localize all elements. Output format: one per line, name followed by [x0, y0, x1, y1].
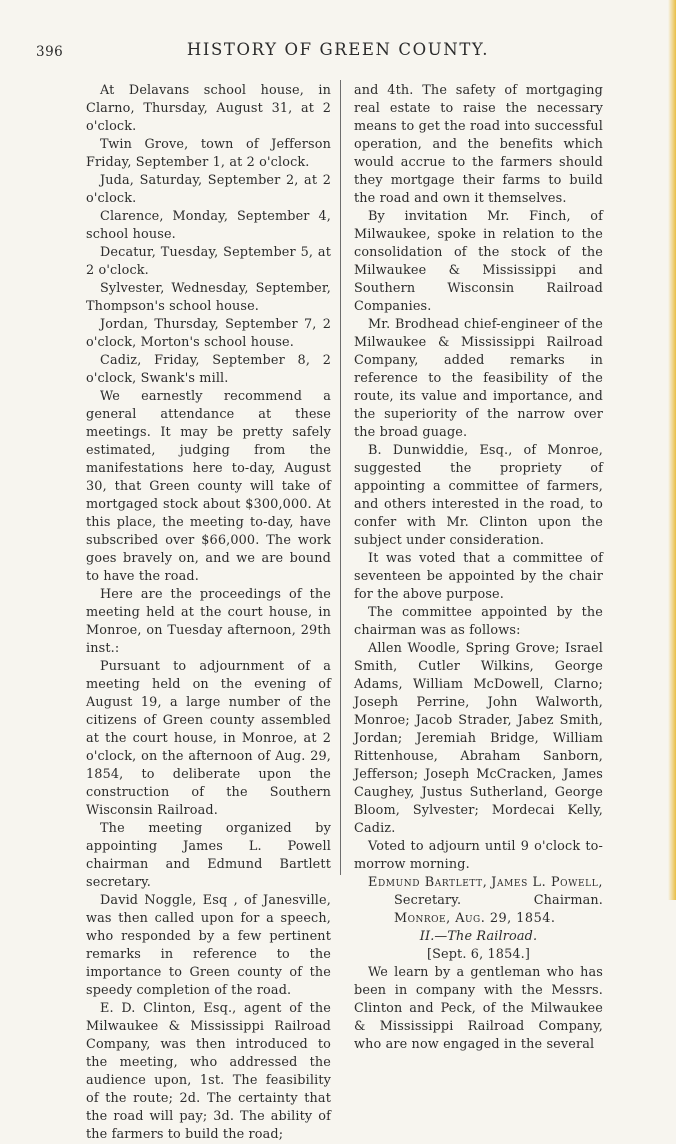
paragraph: Juda, Saturday, September 2, at 2 o'clock. — [86, 173, 331, 206]
paragraph: We earnestly recommend a general attendance at these meetings. It may be pretty safely estimated, judging from the manifestations here to-day, August 30, that Green county will take of mortgaged stock about $300,000. At this place, the meeting to-day, have subscribed over $66,000. The work goes bravely on, and we are bound to have the road. — [86, 389, 331, 584]
section-title: II.—The Railroad. — [419, 929, 538, 944]
paragraph: Voted to adjourn until 9 o'clock to-morrow morning. — [354, 839, 603, 872]
paragraph: Here are the proceedings of the meeting held at the court house, in Monroe, on Tuesday afternoon, 29th inst.: — [86, 587, 331, 656]
paragraph: The meeting organized by appointing James L. Powell chairman and Edmund Bartlett secretary. — [86, 821, 331, 890]
paragraph: Clarence, Monday, September 4, school house. — [86, 209, 331, 242]
paragraph: B. Dunwiddie, Esq., of Monroe, suggested the propriety of appointing a committee of farmers, and others interested in the road, to confer with Mr. Clinton upon the subject under consideration. — [354, 443, 603, 548]
signature-names — [354, 874, 603, 892]
paragraph: and 4th. The safety of mortgaging real estate to raise the necessary means to get the road into successful operation, and the benefits which would accrue to the farmers should they mortgage their farms to build the road and own it themselves. — [354, 83, 603, 206]
running-title: HISTORY OF GREEN COUNTY. — [186, 40, 490, 59]
paragraph: Sylvester, Wednesday, September, Thompson's school house. — [86, 281, 331, 314]
signature-titles — [354, 892, 603, 910]
column-divider — [340, 80, 341, 875]
paragraph: David Noggle, Esq , of Janesville, was then called upon for a speech, who responded by a few pertinent remarks in reference to the importance to Green county of the speedy completion of the road. — [86, 893, 331, 998]
page-header — [0, 40, 676, 64]
secretary-name: Edmund Bartlett, — [368, 875, 488, 890]
paragraph: Pursuant to adjournment of a meeting held on the evening of August 19, a large number of the citizens of Green county assembled at the court house, in Monroe, at 2 o'clock, on the afternoon of Aug. 29, 1854, to deliberate upon the construction of the Southern Wisconsin Railroad. — [86, 659, 331, 818]
paragraph: Cadiz, Friday, September 8, 2 o'clock, Swank's mill. — [86, 353, 331, 386]
right-column — [354, 82, 603, 1054]
paragraph: By invitation Mr. Finch, of Milwaukee, spoke in relation to the consolidation of the stock of the Milwaukee & Mississippi and Southern Wisconsin Railroad Companies. — [354, 209, 603, 314]
paragraph: Twin Grove, town of Jefferson Friday, September 1, at 2 o'clock. — [86, 137, 331, 170]
left-column — [86, 82, 331, 1144]
chairman-title: Chairman. — [533, 893, 603, 908]
paragraph: Allen Woodle, Spring Grove; Israel Smith, Cutler Wilkins, George Adams, William McDowell, Clarno; Joseph Perrine, John Walworth, Monroe; Jacob Strader, Jabez Smith, Jordan; Jeremiah Bridge, William Rittenhouse, Abraham Sanborn, Jefferson; Joseph McCracken, James Caughey, Justus Sutherland, George Bloom, Sylvester; Mordecai Kelly, Cadiz. — [354, 641, 603, 836]
page-edge-tab — [668, 0, 676, 900]
secretary-title: Secretary. — [394, 893, 462, 908]
paragraph: Jordan, Thursday, September 7, 2 o'clock, Morton's school house. — [86, 317, 331, 350]
dateline: Monroe, Aug. 29, 1854. — [394, 911, 556, 926]
paragraph: E. D. Clinton, Esq., agent of the Milwaukee & Mississippi Railroad Company, was then introduced to the meeting, who addressed the audience upon, 1st. The feasibility of the route; 2d. The certainty that the road will pay; 3d. The ability of the farmers to build the road; — [86, 1001, 331, 1142]
paragraph: Decatur, Tuesday, September 5, at 2 o'clock. — [86, 245, 331, 278]
section-date: [Sept. 6, 1854.] — [426, 947, 531, 962]
chairman-name: James L. Powell, — [491, 875, 603, 890]
paragraph: At Delavans school house, in Clarno, Thursday, August 31, at 2 o'clock. — [86, 83, 331, 134]
paragraph: We learn by a gentleman who has been in company with the Messrs. Clinton and Peck, of the Milwaukee & Mississippi Railroad Company, who are now engaged in the several — [354, 965, 603, 1052]
page-number: 396 — [36, 44, 64, 60]
paragraph: It was voted that a committee of seventeen be appointed by the chair for the above purpose. — [354, 551, 603, 602]
paragraph: The committee appointed by the chairman was as follows: — [354, 605, 603, 638]
paragraph: Mr. Brodhead chief-engineer of the Milwaukee & Mississippi Railroad Company, added remarks in reference to the feasibility of the route, its value and importance, and the superiority of the narrow over the broad guage. — [354, 317, 603, 440]
